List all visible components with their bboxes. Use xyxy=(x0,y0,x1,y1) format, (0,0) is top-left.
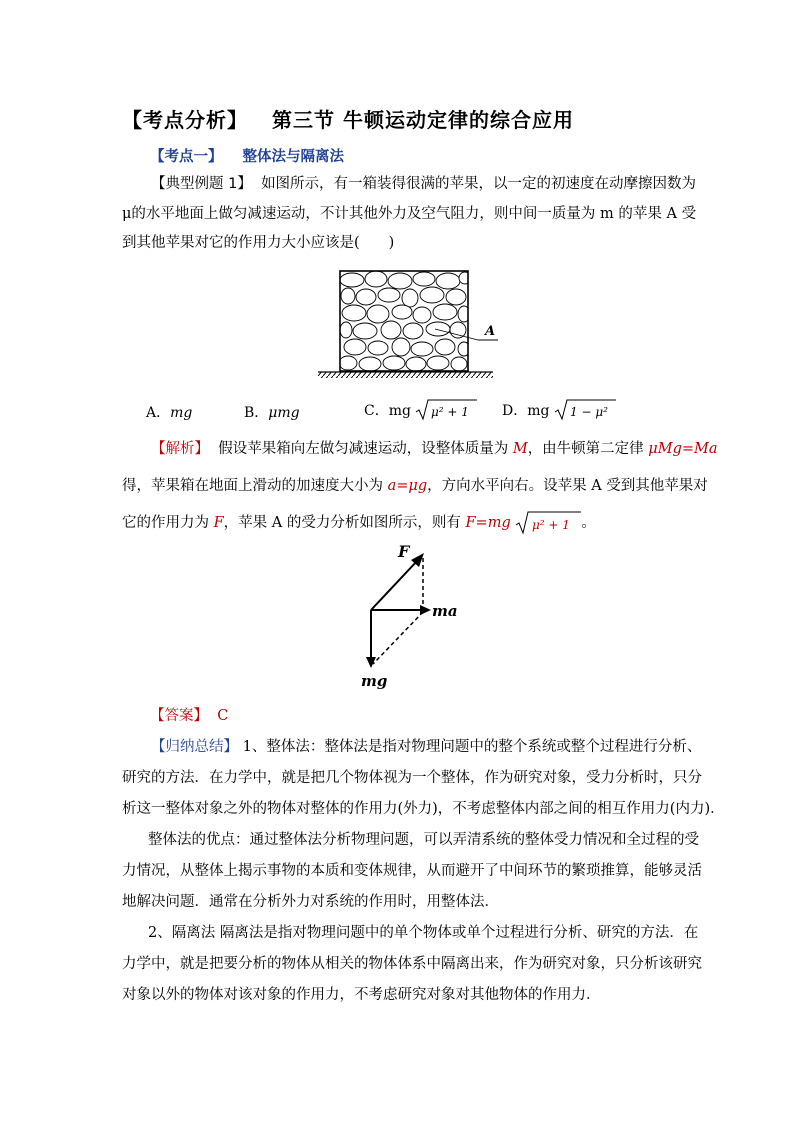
example-line-2: μ的水平地面上做匀减速运动，不计其他外力及空气阻力，则中间一质量为 m 的苹果 A 受 xyxy=(122,205,697,222)
example-line-3: 到其他苹果对它的作用力大小应该是( ) xyxy=(122,235,395,251)
force-mg-label: mg xyxy=(361,672,388,690)
section-title-text: 第三节 牛顿运动定律的综合应用 xyxy=(272,108,574,132)
option-a[interactable]: A．mg xyxy=(146,405,193,421)
example-line-1: 如图所示，有一箱装得很满的苹果，以一定的初速度在动摩擦因数为 xyxy=(261,176,697,192)
answer xyxy=(150,704,228,725)
example-tag: 【典型例题 1】 xyxy=(151,176,252,192)
analysis: 【解析】 假设苹果箱向左做匀减速运动，设整体质量为 M，由牛顿第二定律 μMg=Ma 得，苹果箱在地面上滑动的加速度大小为 a=μg，方向水平向右。设苹果 A 受到其他苹果对 它的作用力为 F，苹果 A 的受力分析如图所示，则有 F=mg μ² + 1 。 xyxy=(122,431,678,542)
force-ma-label: ma xyxy=(432,602,458,620)
sqrt-sign xyxy=(515,510,581,536)
svg-text:1 − μ²: 1 − μ² xyxy=(569,405,608,419)
apple-box-figure xyxy=(318,268,518,383)
kaodian-tag: 【考点一】 xyxy=(150,149,223,165)
svg-text:μ² + 1: μ² + 1 xyxy=(431,405,470,419)
option-d[interactable]: D．mg 1 − μ² xyxy=(502,398,616,422)
sqrt-sign xyxy=(415,398,477,422)
answer-tag: 【答案】 xyxy=(150,708,208,724)
sqrt-sign xyxy=(554,398,616,422)
summary: 【归纳总结】 1、整体法：整体法是指对物理问题中的整个系统或整个过程进行分析、 研究的方法．在力学中，就是把几个物体视为一个整体，作为研究对象，受力分析时，只分 析这一整体对象之外的物体对整体的作用力(外力)，不考虑整体内部之间的相互作用力(内力)． 整体法的优点：通过整体法分析物理问题，可以弄清系统的整体受力情况和全过程的受 力情况，从整体上揭示事物的本质和变体规律，从而避开了中间环节的繁琐推算，能够灵活 地解决问题．通常在分析外力对系统的作用时，用整体法． 2、隔离法 隔离法是指对物理问题中的单个物体或单个过程进行分析、研究的方法．在 力学中，就是把要分析的物体从相关的物体体系中隔离出来，作为研究对象，只分析该研究 对象以外的物体对该对象的作用力，不考虑研究对象对其他物体的作用力． xyxy=(122,739,725,1003)
option-c[interactable]: C．mg μ² + 1 xyxy=(364,398,477,422)
kaodian-heading xyxy=(150,145,344,166)
kaodian-title: 整体法与隔离法 xyxy=(242,149,344,165)
apple-a-label: A xyxy=(485,324,496,339)
section-title xyxy=(122,104,574,133)
analysis-tag: 【解析】 xyxy=(151,441,209,457)
svg-text:μ² + 1: μ² + 1 xyxy=(532,518,571,532)
force-diagram xyxy=(355,540,475,690)
option-b[interactable]: B．μmg xyxy=(244,405,300,421)
summary-tag: 【归纳总结】 xyxy=(151,739,238,755)
answer-value: C xyxy=(217,708,229,724)
force-f-label: F xyxy=(398,542,410,561)
section-tag: 【考点分析】 xyxy=(122,108,248,132)
example-question xyxy=(122,170,697,259)
